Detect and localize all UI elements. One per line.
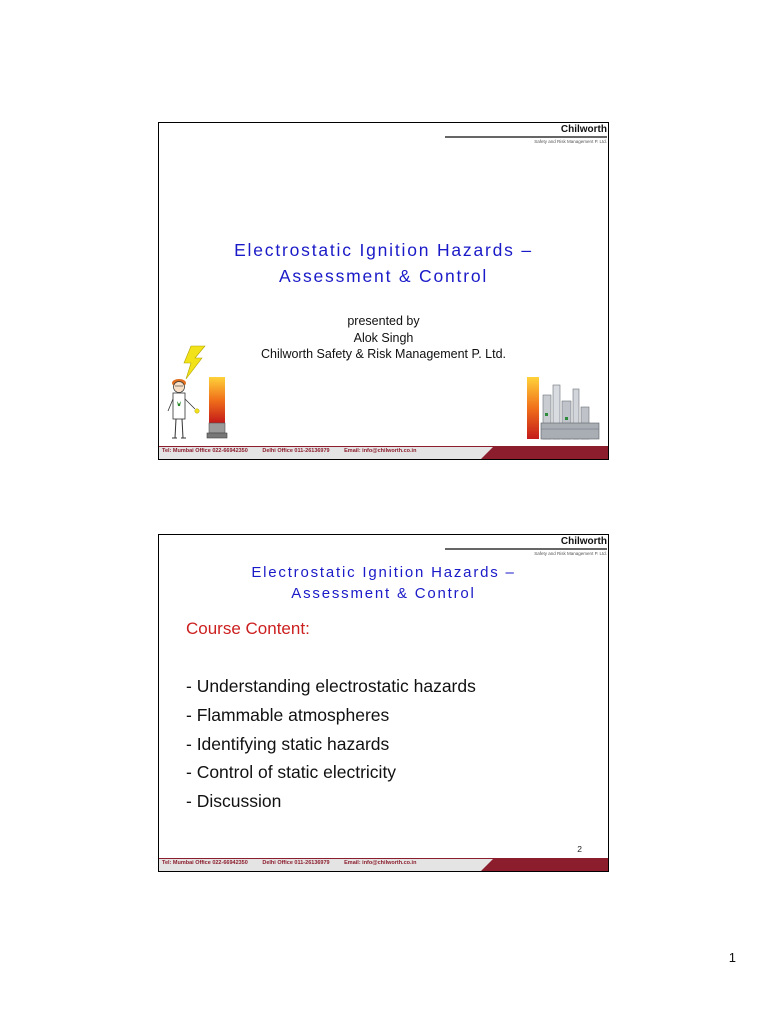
page-number: 1 — [728, 950, 736, 965]
brand-logo — [437, 124, 607, 145]
brand-name: Chilworth — [560, 536, 607, 547]
slide-number: 2 — [577, 844, 582, 854]
brand-tagline: Safety and Risk Management P. Ltd. — [534, 139, 607, 144]
brand-name: Chilworth — [560, 124, 607, 135]
brand-logo — [437, 536, 607, 557]
slide-1 — [158, 122, 609, 460]
list-item: - Identifying static hazards — [186, 733, 390, 754]
slide-title-line-2: Assessment & Control — [278, 266, 489, 286]
flame-container-illustration — [205, 373, 229, 443]
slide-title — [159, 237, 608, 289]
slide-footer — [159, 858, 608, 871]
course-content-heading: Course Content: — [186, 619, 310, 638]
slide-footer — [159, 446, 608, 459]
presenter-block — [159, 313, 608, 363]
slide-title-line-1: Electrostatic Ignition Hazards – — [234, 240, 533, 260]
scientist-illustration — [165, 343, 209, 443]
footer-email: Email: info@chilworth.co.in — [344, 860, 417, 866]
footer-contact — [162, 448, 429, 455]
presenter-company: Chilworth Safety & Risk Management P. Ltd. — [260, 347, 507, 361]
slide-title-line-1: Electrostatic Ignition Hazards – — [251, 564, 516, 581]
presenter-name: Alok Singh — [353, 330, 414, 345]
brand-tagline: Safety and Risk Management P. Ltd. — [534, 551, 607, 556]
refinery-illustration — [525, 373, 601, 445]
footer-email: Email: info@chilworth.co.in — [344, 448, 417, 454]
footer-contact — [162, 860, 429, 867]
slide-title — [159, 562, 608, 604]
list-item: - Understanding electrostatic hazards — [186, 676, 476, 696]
footer-delhi: Delhi Office 011-26136979 — [262, 448, 330, 454]
footer-delhi: Delhi Office 011-26136979 — [262, 860, 330, 866]
course-content-list — [186, 672, 476, 816]
list-item: - Control of static electricity — [186, 762, 397, 783]
list-item: - Flammable atmospheres — [186, 704, 390, 725]
brand-divider — [445, 548, 607, 550]
list-item: - Discussion — [186, 791, 282, 812]
brand-divider — [445, 136, 607, 138]
footer-mumbai: Tel: Mumbai Office 022-66942350 — [162, 860, 248, 866]
slide-2 — [158, 534, 609, 872]
footer-mumbai: Tel: Mumbai Office 022-66942350 — [162, 448, 248, 454]
slide-title-line-2: Assessment & Control — [291, 585, 476, 602]
presenter-intro: presented by — [347, 314, 420, 328]
